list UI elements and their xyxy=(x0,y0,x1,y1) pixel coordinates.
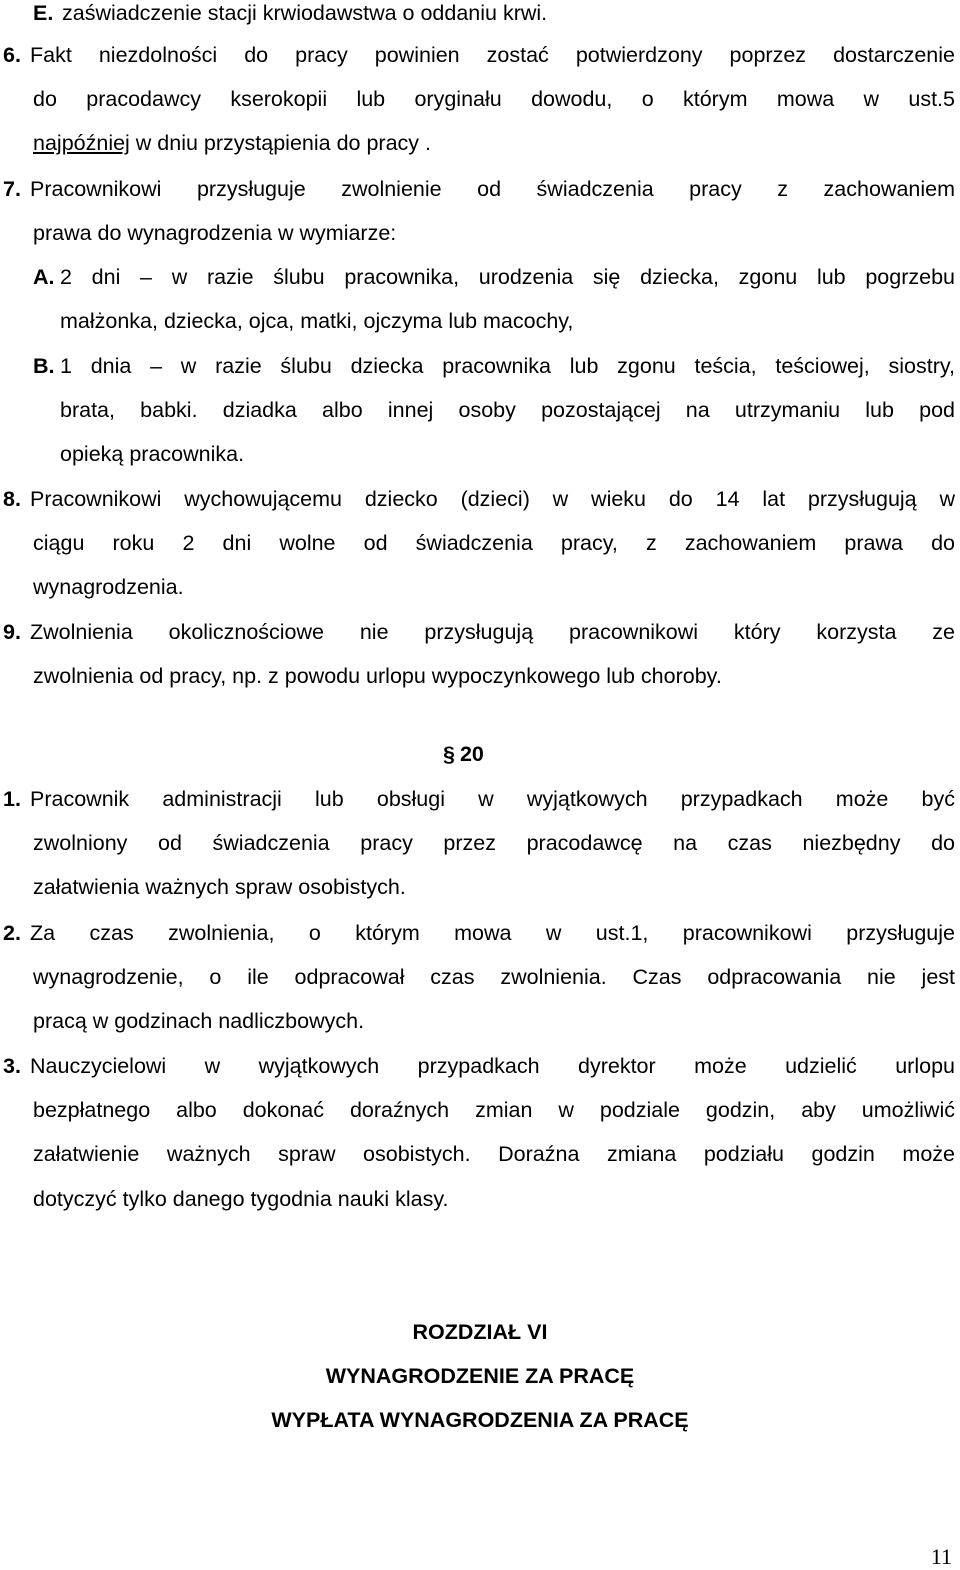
item-e-text: zaświadczenie stacji krwiodawstwa o oddaniu krwi. xyxy=(62,1,548,25)
chapter-subtitle-1: WYNAGRODZENIE ZA PRACĘ xyxy=(325,1364,635,1388)
item-9-line-1: Zwolnienia okolicznościowe nie przysługują pracownikowi który korzysta ze xyxy=(30,620,955,644)
chapter-title: ROZDZIAŁ VI xyxy=(412,1320,548,1344)
section-item-2-line-2: wynagrodzenie, o ile odpracował czas zwolnienia. Czas odpracowania nie jest xyxy=(33,965,955,989)
section-item-3-line-3: załatwienie ważnych spraw osobistych. Doraźna zmiana podziału godzin może xyxy=(33,1142,955,1166)
section-number: 20 xyxy=(459,742,484,766)
section-symbol: § xyxy=(443,742,455,766)
item-number-9: 9. xyxy=(3,620,21,644)
section-item-2-line-3: pracą w godzinach nadliczbowych. xyxy=(33,1009,365,1033)
item-8-line-1: Pracownikowi wychowującemu dziecko (dzieci) w wieku do 14 lat przysługują w xyxy=(30,487,955,511)
item-number-8: 8. xyxy=(3,487,21,511)
item-6-line-1: Fakt niezdolności do pracy powinien zostać potwierdzony poprzez dostarczenie xyxy=(30,43,955,67)
item-7-line-1: Pracownikowi przysługuje zwolnienie od świadczenia pracy z zachowaniem xyxy=(30,177,955,201)
item-8-line-3: wynagrodzenia. xyxy=(33,575,184,599)
item-7-line-2: prawa do wynagrodzenia w wymiarze: xyxy=(33,221,397,245)
underlined-deadline: najpóźniej xyxy=(33,131,130,155)
item-marker-e: E. xyxy=(33,1,54,25)
section-item-3-line-2: bezpłatnego albo dokonać doraźnych zmian w podziale godzin, aby umożliwić xyxy=(33,1098,955,1122)
item-6-line-3-rest: w dniu przystąpienia do pracy . xyxy=(129,131,431,155)
item-9-line-2: zwolnienia od pracy, np. z powodu urlopu wypoczynkowego lub choroby. xyxy=(33,664,722,688)
page-number: 11 xyxy=(930,1544,952,1569)
section-heading xyxy=(443,741,484,767)
subitem-marker-b: B. xyxy=(33,354,55,378)
section-item-1-line-2: zwolniony od świadczenia pracy przez pracodawcę na czas niezbędny do xyxy=(33,831,955,855)
section-item-3-line-1: Nauczycielowi w wyjątkowych przypadkach dyrektor może udzielić urlopu xyxy=(30,1054,955,1078)
section-item-2-line-1: Za czas zwolnienia, o którym mowa w ust.1, pracownikowi przysługuje xyxy=(30,921,955,945)
section-item-number-1: 1. xyxy=(3,787,21,811)
item-number-6: 6. xyxy=(3,43,21,67)
subitem-a-line-2: małżonka, dziecka, ojca, matki, ojczyma lub macochy, xyxy=(60,309,574,333)
subitem-marker-a: A. xyxy=(33,265,55,289)
chapter-subtitle-2: WYPŁATA WYNAGRODZENIA ZA PRACĘ xyxy=(271,1408,689,1432)
section-item-1-line-1: Pracownik administracji lub obsługi w wyjątkowych przypadkach może być xyxy=(30,787,955,811)
section-item-1-line-3: załatwienia ważnych spraw osobistych. xyxy=(33,875,406,899)
subitem-b-line-2: brata, babki. dziadka albo innej osoby pozostającej na utrzymaniu lub pod xyxy=(60,398,955,422)
subitem-b-line-3: opieką pracownika. xyxy=(60,442,245,466)
subitem-a-line-1: 2 dni – w razie ślubu pracownika, urodzenia się dziecka, zgonu lub pogrzebu xyxy=(60,265,955,289)
section-item-number-3: 3. xyxy=(3,1054,21,1078)
section-item-3-line-4: dotyczyć tylko danego tygodnia nauki klasy. xyxy=(33,1187,449,1211)
item-6-line-2: do pracodawcy kserokopii lub oryginału dowodu, o którym mowa w ust.5 xyxy=(33,87,955,111)
item-6-line-3 xyxy=(33,130,431,156)
item-8-line-2: ciągu roku 2 dni wolne od świadczenia pracy, z zachowaniem prawa do xyxy=(33,531,955,555)
item-number-7: 7. xyxy=(3,177,21,201)
section-item-number-2: 2. xyxy=(3,921,21,945)
subitem-b-line-1: 1 dnia – w razie ślubu dziecka pracownika lub zgonu teścia, teściowej, siostry, xyxy=(60,354,955,378)
